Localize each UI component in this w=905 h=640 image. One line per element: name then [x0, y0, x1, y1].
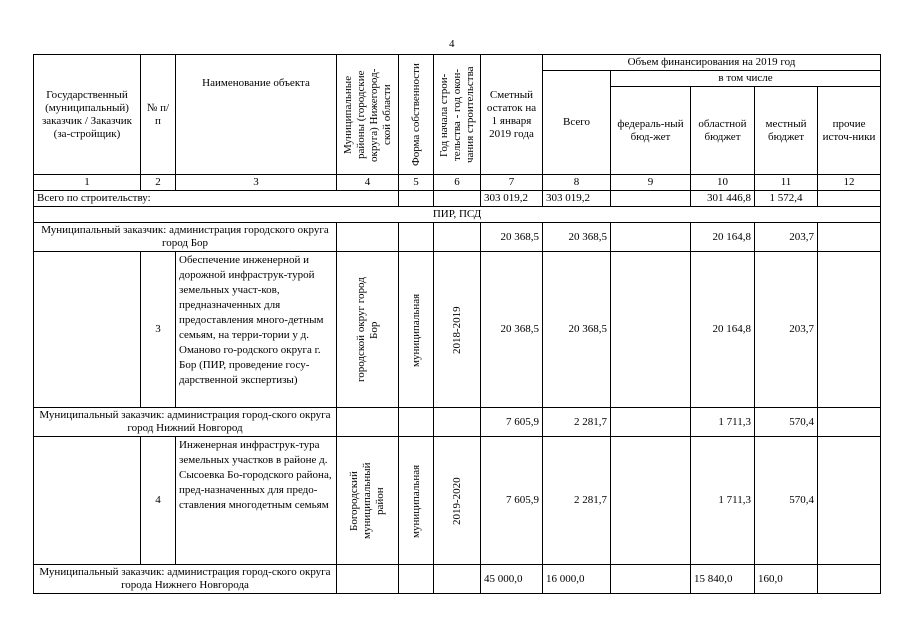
section-title: ПИР, ПСД: [34, 207, 881, 223]
header-other: прочие источ-ники: [818, 87, 881, 175]
customer-regional: 20 164,8: [691, 223, 755, 252]
object-ownership: муниципальная: [399, 437, 434, 565]
col-number: 3: [176, 175, 337, 191]
customer-balance: 7 605,9: [481, 408, 543, 437]
object-years: 2019-2020: [434, 437, 481, 565]
header-customer: Государственный (муниципальный) заказчик / Заказчик (за-стройщик): [34, 55, 141, 175]
customer-row: [34, 223, 881, 252]
summary-balance: 303 019,2: [481, 191, 543, 207]
page-number: 4: [449, 38, 455, 50]
summary-federal: [611, 191, 691, 207]
customer-local: 570,4: [755, 408, 818, 437]
col-number: 8: [543, 175, 611, 191]
col-number: 1: [34, 175, 141, 191]
object-row: [34, 252, 881, 408]
header-district: Муниципальные районы (городские округа) Нижегород-ской области: [337, 55, 399, 175]
customer-total: 2 281,7: [543, 408, 611, 437]
object-balance: 7 605,9: [481, 437, 543, 565]
object-regional: 20 164,8: [691, 252, 755, 408]
object-total: 20 368,5: [543, 252, 611, 408]
col-number: 11: [755, 175, 818, 191]
object-local: 203,7: [755, 252, 818, 408]
customer-name: Муниципальный заказчик: администрация городского округа город Бор: [34, 223, 337, 252]
object-district: городской округ город Бор: [337, 252, 399, 408]
summary-row: [34, 191, 881, 207]
header-balance: Сметный остаток на 1 января 2019 года: [481, 55, 543, 175]
header-object: Наименование объекта: [176, 55, 337, 175]
customer-name: Муниципальный заказчик: администрация город-ского округа города Нижнего Новгорода: [34, 565, 337, 594]
header-federal: федераль-ный бюд-жет: [611, 87, 691, 175]
customer-total: 20 368,5: [543, 223, 611, 252]
summary-total: 303 019,2: [543, 191, 611, 207]
financing-table: [33, 54, 881, 594]
header-years: Год начала строи-тельства - год окон-чания строительства: [434, 55, 481, 175]
header-local: местный бюджет: [755, 87, 818, 175]
col-number: 9: [611, 175, 691, 191]
object-regional: 1 711,3: [691, 437, 755, 565]
section-row: [34, 207, 881, 223]
header-total: Всего: [543, 71, 611, 175]
col-number: 5: [399, 175, 434, 191]
customer-regional: 15 840,0: [691, 565, 755, 594]
object-local: 570,4: [755, 437, 818, 565]
customer-regional: 1 711,3: [691, 408, 755, 437]
customer-name: Муниципальный заказчик: администрация город-ского округа город Нижний Новгород: [34, 408, 337, 437]
summary-other: [818, 191, 881, 207]
summary-local: 1 572,4: [755, 191, 818, 207]
col-number: 2: [141, 175, 176, 191]
object-row: [34, 437, 881, 565]
customer-row: [34, 408, 881, 437]
object-total: 2 281,7: [543, 437, 611, 565]
customer-local: 160,0: [755, 565, 818, 594]
object-num: 4: [141, 437, 176, 565]
summary-label: Всего по строительству:: [34, 191, 399, 207]
customer-balance: 20 368,5: [481, 223, 543, 252]
object-name: Инженерная инфраструк-тура земельных участков в районе д. Сысоевка Бо-городского района, пред-назначенных для предо-ставления многодетным семьям: [176, 437, 337, 565]
col-number: 10: [691, 175, 755, 191]
customer-balance: 45 000,0: [481, 565, 543, 594]
col-number: 6: [434, 175, 481, 191]
customer-row: [34, 565, 881, 594]
object-balance: 20 368,5: [481, 252, 543, 408]
header-funding: Объем финансирования на 2019 год: [543, 55, 881, 71]
col-number: 7: [481, 175, 543, 191]
object-name: Обеспечение инженерной и дорожной инфраструк-турой земельных участ-ков, предназначенных для предоставления много-детным семьям, на терри-тории у д. Оманово го-родского округа г. Бор (ПИР, проведение госу-дарственной экспертизы): [176, 252, 337, 408]
header-ownership: Форма собственности: [399, 55, 434, 175]
object-years: 2018-2019: [434, 252, 481, 408]
customer-total: 16 000,0: [543, 565, 611, 594]
object-num: 3: [141, 252, 176, 408]
customer-local: 203,7: [755, 223, 818, 252]
header-including: в том числе: [611, 71, 881, 87]
header-regional: областной бюджет: [691, 87, 755, 175]
col-number: 4: [337, 175, 399, 191]
col-number: 12: [818, 175, 881, 191]
header-num: № п/п: [141, 55, 176, 175]
object-ownership: муниципальная: [399, 252, 434, 408]
column-numbers-row: [34, 175, 881, 191]
summary-regional: 301 446,8: [691, 191, 755, 207]
object-district: Богородский муниципальный район: [337, 437, 399, 565]
